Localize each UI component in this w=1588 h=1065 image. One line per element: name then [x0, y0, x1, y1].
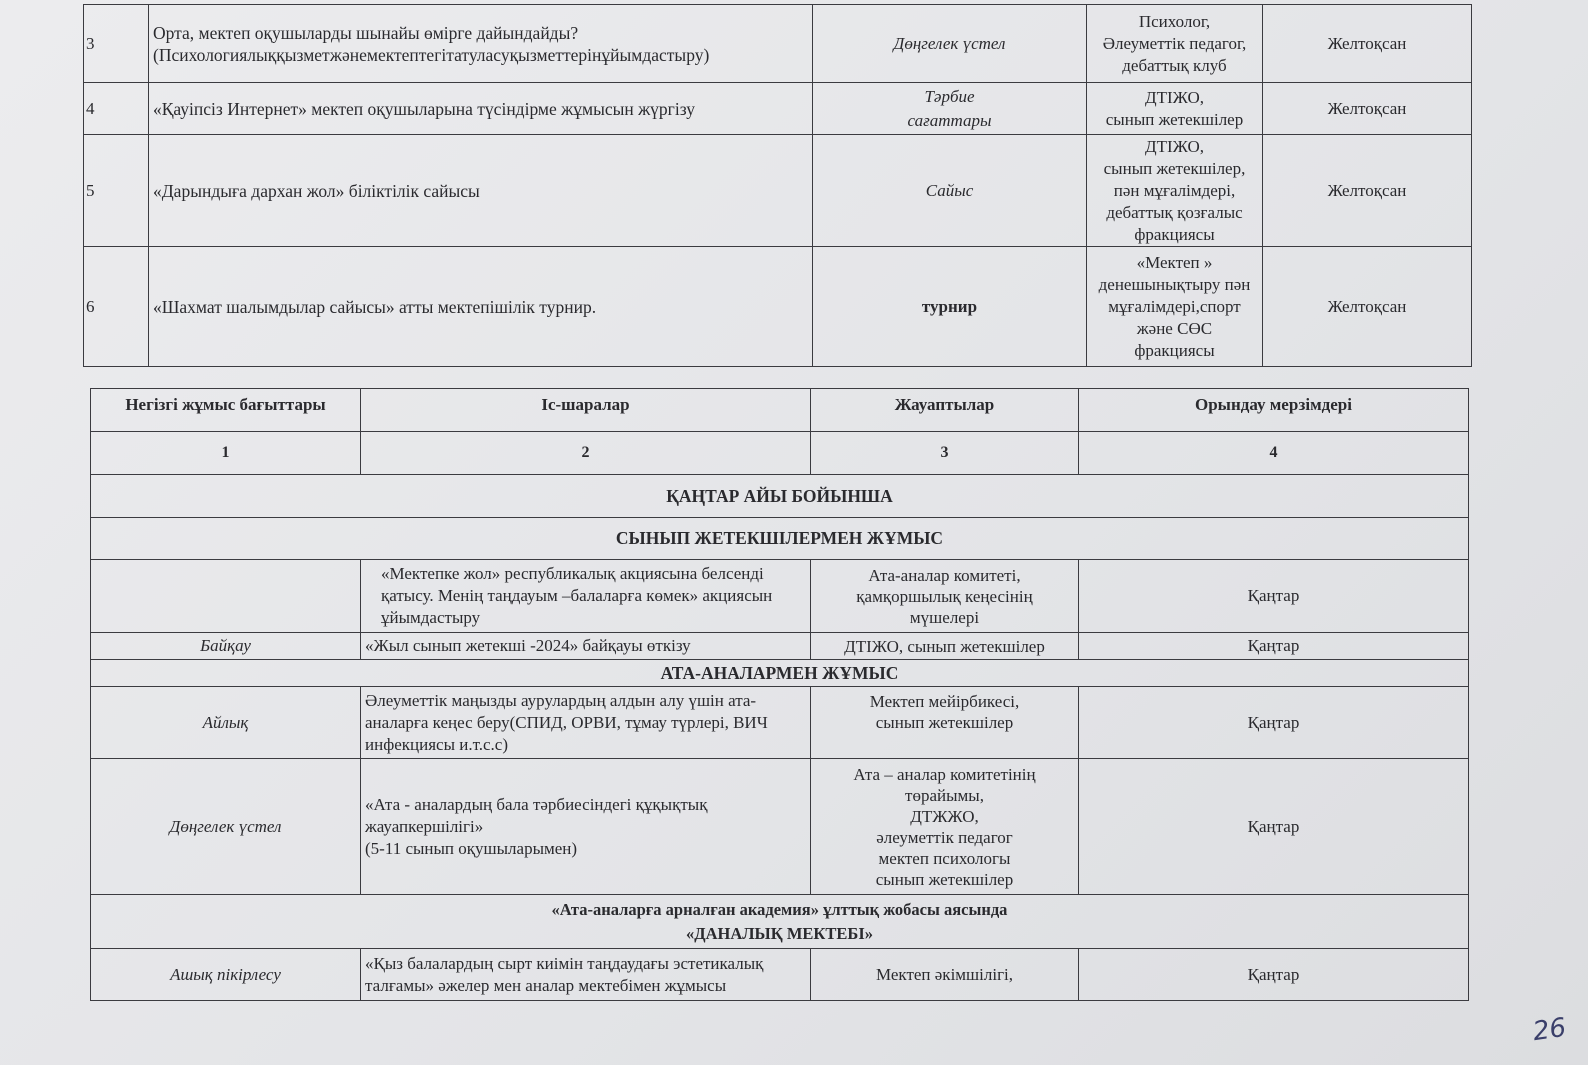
responsible: «Мектеп » денешынықтыру пән мұғалімдері,спорт және СӨС фракциясы	[1087, 247, 1263, 367]
column-number: 3	[811, 432, 1079, 475]
month-row	[91, 475, 1469, 518]
responsible: Мектеп мейірбикесі, сынып жетекшілер	[811, 687, 1079, 759]
responsible: ДТІЖО, сынып жетекшілер, пән мұғалімдері, дебаттық қозғалыс фракциясы	[1087, 135, 1263, 247]
section-title-line: «ДАНАЛЫҚ МЕКТЕБІ»	[686, 923, 873, 943]
section-row	[91, 895, 1469, 949]
responsible: ДТІЖО, сынып жетекшілер	[1087, 83, 1263, 135]
responsible: ДТІЖО, сынып жетекшілер	[811, 633, 1079, 660]
deadline: Желтоқсан	[1263, 83, 1472, 135]
responsible: Мектеп әкімшілігі,	[811, 949, 1079, 1001]
responsible: Ата-аналар комитеті, қамқоршылық кеңесінің мүшелері	[811, 560, 1079, 633]
table-row	[91, 687, 1469, 759]
plan-table	[90, 388, 1469, 1001]
row-number: 5	[84, 135, 149, 247]
event-text: Әлеуметтік маңызды аурулардың алдын алу үшін ата-аналарға кеңес беру(СПИД, ОРВИ, тұмау түрлері, ВИЧ инфекциясы и.т.с.с)	[361, 687, 811, 759]
event-form: Дөңгелек үстел	[813, 5, 1087, 83]
table-row	[91, 949, 1469, 1001]
section-row	[91, 660, 1469, 687]
table-row	[84, 247, 1472, 367]
event-text: «Дарындыға дархан жол» біліктілік сайысы	[149, 135, 813, 247]
table-row	[91, 759, 1469, 895]
section-title-line: «Ата-аналарға арналған академия» ұлттық жобасы аясында	[551, 899, 1008, 919]
table-row	[91, 560, 1469, 633]
row-number: 4	[84, 83, 149, 135]
event-form: Тәрбие сағаттары	[813, 83, 1087, 135]
section-title: СЫНЫП ЖЕТЕКШІЛЕРМЕН ЖҰМЫС	[91, 518, 1469, 560]
event-form: Сайыс	[813, 135, 1087, 247]
section-title: АТА-АНАЛАРМЕН ЖҰМЫС	[91, 660, 1469, 687]
event-text: «Қыз балалардың сырт киімін таңдаудағы эстетикалық талғамы» әжелер мен аналар мектебімен жұмысы	[361, 949, 811, 1001]
column-number: 1	[91, 432, 361, 475]
deadline: Қаңтар	[1079, 560, 1469, 633]
deadline: Қаңтар	[1079, 759, 1469, 895]
month-title: ҚАҢТАР АЙЫ БОЙЫНША	[91, 475, 1469, 518]
column-header: Орындау мерзімдері	[1079, 389, 1469, 432]
section-title	[91, 895, 1469, 949]
column-header: Жауаптылар	[811, 389, 1079, 432]
table-row	[84, 83, 1472, 135]
event-text: Орта, мектеп оқушыларды шынайы өмірге дайындайды? (Психологиялыққызметжәнемектептегітатуласуқызметтерінұйымдастыру)	[149, 5, 813, 83]
top-table	[83, 4, 1472, 367]
header-row	[91, 389, 1469, 432]
deadline: Желтоқсан	[1263, 135, 1472, 247]
table-row	[84, 135, 1472, 247]
table-row	[84, 5, 1472, 83]
row-number: 3	[84, 5, 149, 83]
page-number: 26	[1530, 1012, 1568, 1048]
deadline: Желтоқсан	[1263, 247, 1472, 367]
responsible: Ата – аналар комитетінің төрайымы, ДТЖЖО, әлеуметтік педагог мектеп психологы сынып жетекшілер	[811, 759, 1079, 895]
event-text: «Қауіпсіз Интернет» мектеп оқушыларына түсіндірме жұмысын жүргізу	[149, 83, 813, 135]
deadline: Қаңтар	[1079, 633, 1469, 660]
event-text: «Ата - аналардың бала тәрбиесіндегі құқықтық жауапкершілігі» (5-11 сынып оқушыларымен)	[361, 759, 811, 895]
direction	[91, 560, 361, 633]
event-text: «Жыл сынып жетекші -2024» байқауы өткізу	[361, 633, 811, 660]
deadline: Қаңтар	[1079, 687, 1469, 759]
event-form: турнир	[813, 247, 1087, 367]
section-row	[91, 518, 1469, 560]
direction: Ашық пікірлесу	[91, 949, 361, 1001]
column-number: 4	[1079, 432, 1469, 475]
deadline: Қаңтар	[1079, 949, 1469, 1001]
column-number: 2	[361, 432, 811, 475]
direction: Байқау	[91, 633, 361, 660]
deadline: Желтоқсан	[1263, 5, 1472, 83]
event-text: «Шахмат шалымдылар сайысы» атты мектепішілік турнир.	[149, 247, 813, 367]
responsible: Психолог, Әлеуметтік педагог, дебаттық клуб	[1087, 5, 1263, 83]
header-number-row	[91, 432, 1469, 475]
direction: Айлық	[91, 687, 361, 759]
direction: Дөңгелек үстел	[91, 759, 361, 895]
row-number: 6	[84, 247, 149, 367]
column-header: Негізгі жұмыс бағыттары	[91, 389, 361, 432]
event-text: «Мектепке жол» республикалық акциясына белсенді қатысу. Менің таңдауым –балаларға көмек» акциясын ұйымдастыру	[361, 560, 811, 633]
table-row	[91, 633, 1469, 660]
column-header: Іс-шаралар	[361, 389, 811, 432]
